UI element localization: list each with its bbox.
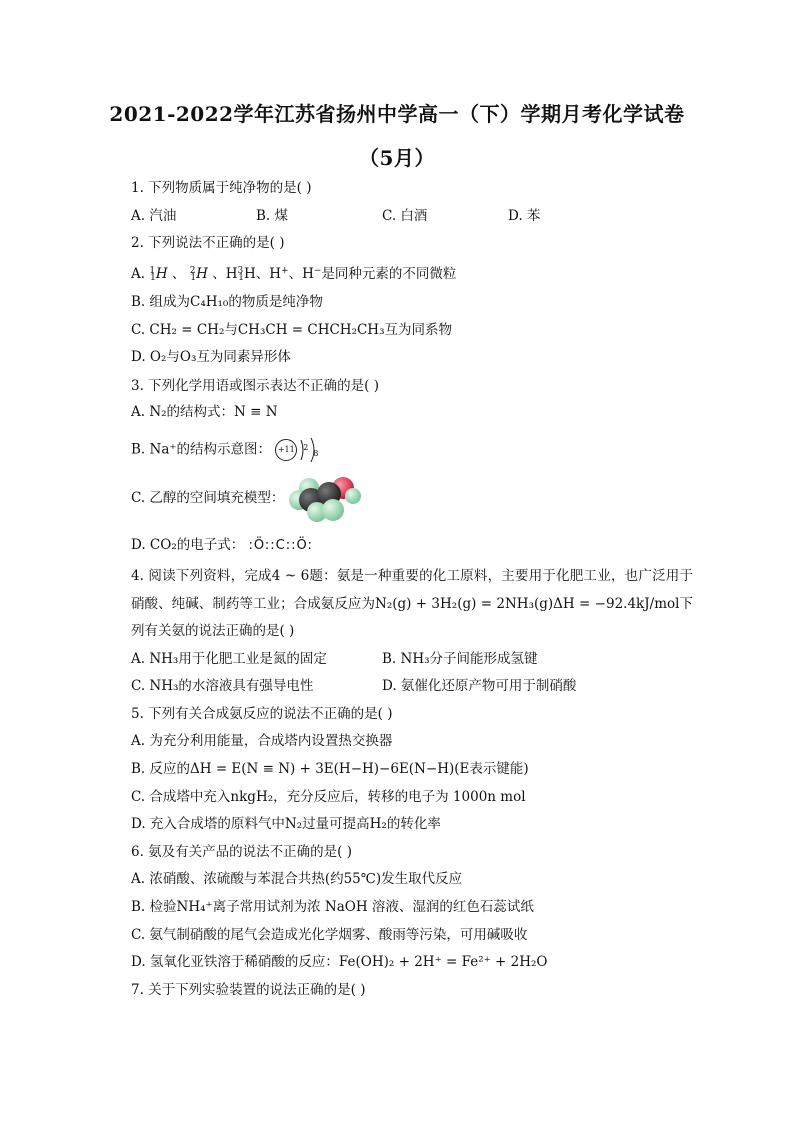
- q4-stem: 4. 阅读下列资料，完成4 ~ 6题：氨是一种重要的化工原料，主要用于化肥工业，也广泛用于硝酸、纯碱、制药等工业；合成氨反应为N₂(g) + 3H₂(g) = 2NH₃(g)ΔH = −92.4kJ/mol下列有关氨的说法正确的是( ): [131, 568, 693, 639]
- q1-stem: 1. 下列物质属于纯净物的是( ): [131, 180, 312, 196]
- q6-option-b: B. 检验NH₄⁺离子常用试剂为浓 NaOH 溶液、湿润的红色石蕊试纸: [131, 899, 534, 915]
- q2-option-b: B. 组成为C₄H₁₀的物质是纯净物: [131, 294, 323, 310]
- q6-option-a: A. 浓硝酸、浓硫酸与苯混合共热(约55℃)发生取代反应: [131, 871, 463, 887]
- q1-option-d: D. 苯: [508, 208, 541, 224]
- q5-option-c: C. 合成塔中充入nkgH₂，充分反应后，转移的电子为 1000n mol: [131, 789, 526, 805]
- q6-option-d: D. 氢氧化亚铁溶于稀硝酸的反应：Fe(OH)₂ + 2H⁺ = Fe²⁺ + 2H₂O: [131, 954, 548, 970]
- q3-option-b: B. Na⁺的结构示意图： +11 2 8: [131, 437, 331, 463]
- na-ion-structure-diagram: [275, 437, 331, 463]
- ethanol-space-filling-model: [289, 474, 363, 524]
- shell1-count: 2: [303, 443, 309, 452]
- q5-option-d: D. 充入合成塔的原料气中N₂过量可提高H₂的转化率: [131, 816, 441, 832]
- q3-option-a: A. N₂的结构式：N ≡ N: [131, 404, 278, 420]
- q2-option-d: D. O₂与O₃互为同素异形体: [131, 349, 291, 365]
- q4-option-b: B. NH₃分子间能形成氢键: [382, 651, 538, 667]
- q4-option-d: D. 氨催化还原产物可用于制硝酸: [382, 678, 577, 694]
- q7-stem: 7. 关于下列实验装置的说法正确的是( ): [131, 982, 366, 998]
- isotope-h1: $^1_1$H: [149, 266, 168, 283]
- q5-stem: 5. 下列有关合成氨反应的说法不正确的是( ): [131, 706, 393, 722]
- nucleus-circle: +11: [275, 439, 297, 461]
- q5-option-a: A. 为充分利用能量，合成塔内设置热交换器: [131, 733, 393, 749]
- q3-option-d: D. CO₂的电子式： :Ö::C::Ö:: [131, 537, 313, 553]
- q1-option-c: C. 白酒: [382, 208, 428, 224]
- q4-option-c: C. NH₃的水溶液具有强导电性: [131, 678, 314, 694]
- q4-option-a: A. NH₃用于化肥工业是氮的固定: [131, 651, 327, 667]
- shell2-count: 8: [313, 449, 319, 458]
- q2-stem: 2. 下列说法不正确的是( ): [131, 235, 285, 251]
- q3-option-c: C. 乙醇的空间填充模型：: [131, 490, 285, 506]
- co2-electron-formula: :Ö::C::Ö:: [248, 538, 313, 553]
- q1-option-a: A. 汽油: [131, 208, 177, 224]
- doc-title-line2: （5月）: [359, 146, 435, 170]
- doc-title-line1: 2021-2022学年江苏省扬州中学高一（下）学期月考化学试卷: [109, 102, 685, 126]
- q2-option-a: A. $^1_1$H 、 $^2_1$H 、$H^3_1H$、H+、H−是同种元素的不同微粒: [131, 266, 457, 283]
- isotope-h2: $^2_1$H: [189, 266, 208, 283]
- q3-stem: 3. 下列化学用语或图示表达不正确的是( ): [131, 378, 379, 394]
- q6-stem: 6. 氨及有关产品的说法不正确的是( ): [131, 844, 352, 860]
- q6-option-c: C. 氨气制硝酸的尾气会造成光化学烟雾、酸雨等污染，可用碱吸收: [131, 927, 528, 943]
- q5-option-b: B. 反应的ΔH = E(N ≡ N) + 3E(H−H)−6E(N−H)(E表示键能): [131, 761, 529, 777]
- q2-option-c: C. CH₂ = CH₂与CH₃CH = CHCH₂CH₃互为同系物: [131, 322, 452, 338]
- q1-option-b: B. 煤: [256, 208, 289, 224]
